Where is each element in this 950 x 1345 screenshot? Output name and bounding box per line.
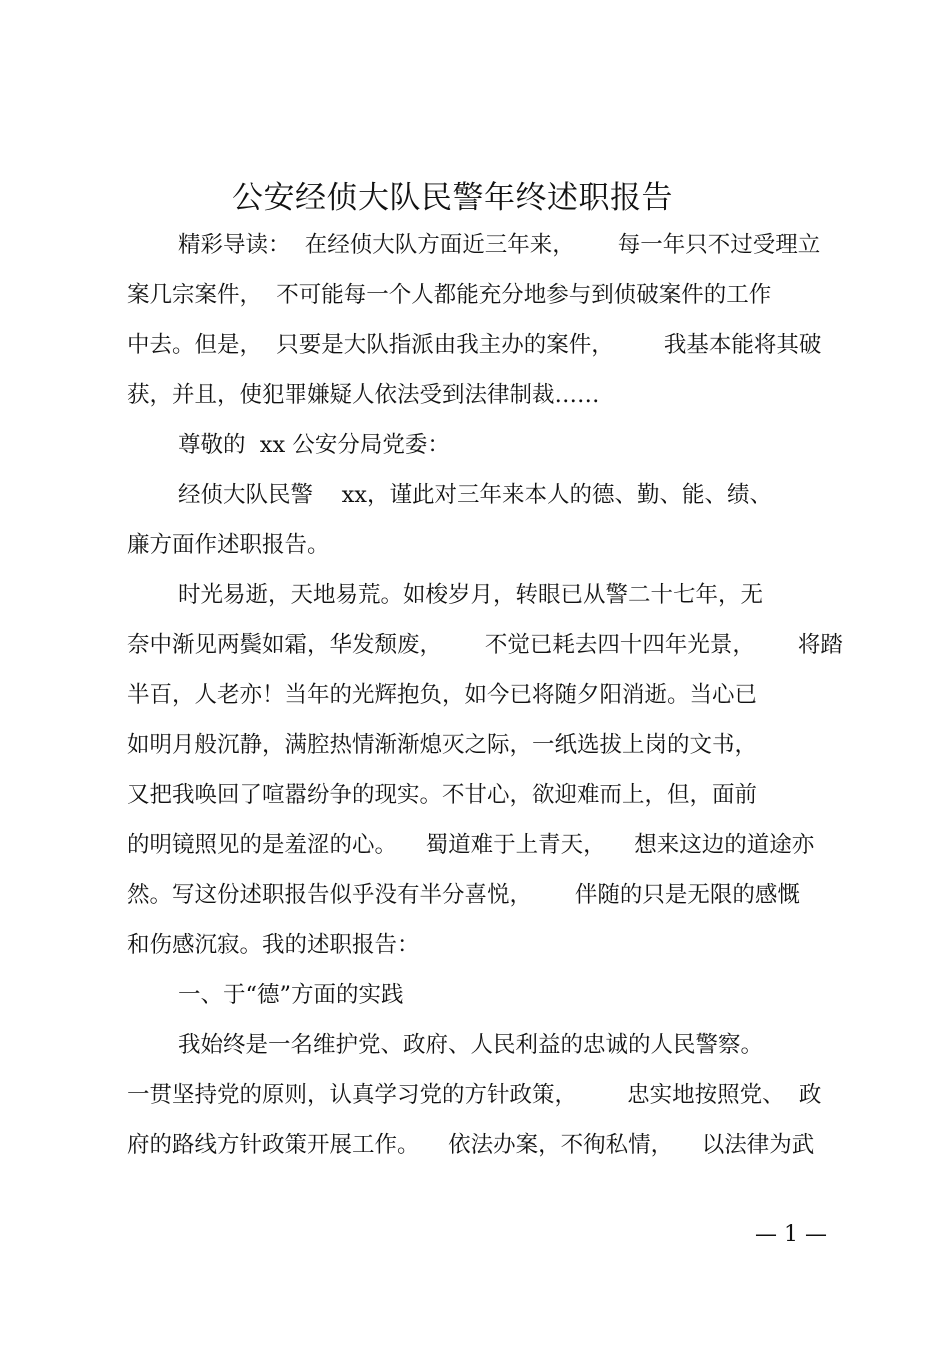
text-line: 又把我唤回了喧嚣纷争的现实。不甘心，欲迎难而上，但，面前	[127, 782, 758, 808]
text-line: 案几宗案件， 不可能每一个人都能充分地参与到侦破案件的工作	[127, 282, 772, 308]
page-number: — 1 —	[755, 1222, 827, 1247]
text-line: 如明月般沉静，满腔热情渐渐熄灭之际，一纸选拔上岗的文书，	[127, 732, 758, 758]
text-line: 经侦大队民警 xx，谨此对三年来本人的德、勤、能、绩、	[178, 482, 772, 508]
text-line: 时光易逝，天地易荒。如梭岁月，转眼已从警二十七年，无	[178, 582, 764, 608]
text-line: 奈中渐见两鬓如霜，华发颓废， 不觉已耗去四十四年光景， 将踏	[127, 632, 843, 658]
salutation-line: 尊敬的 xx 公安分局党委：	[178, 432, 450, 458]
text-line: 的明镜照见的是羞涩的心。 蜀道难于上青天， 想来这边的道途亦	[127, 832, 815, 858]
text-line: 然。写这份述职报告似乎没有半分喜悦， 伴随的只是无限的感慨	[127, 882, 800, 908]
text-line: 一贯坚持党的原则，认真学习党的方针政策， 忠实地按照党、 政	[127, 1082, 822, 1108]
text-line: 精彩导读： 在经侦大队方面近三年来， 每一年只不过受理立	[178, 232, 821, 258]
text-line: 和伤感沉寂。我的述职报告：	[127, 932, 420, 958]
text-line: 府的路线方针政策开展工作。 依法办案，不徇私情， 以法律为武	[127, 1132, 815, 1158]
document-title: 公安经侦大队民警年终述职报告	[232, 180, 673, 216]
text-line: 我始终是一名维护党、政府、人民利益的忠诚的人民警察。	[178, 1032, 764, 1058]
text-line: 半百，人老亦！当年的光辉抱负，如今已将随夕阳消逝。当心已	[127, 682, 758, 708]
section-heading: 一、于“德”方面的实践	[178, 982, 404, 1008]
text-line: 廉方面作述职报告。	[127, 532, 330, 558]
text-line: 中去。但是， 只要是大队指派由我主办的案件， 我基本能将其破	[127, 332, 822, 358]
text-line: 获，并且，使犯罪嫌疑人依法受到法律制裁……	[127, 382, 600, 408]
